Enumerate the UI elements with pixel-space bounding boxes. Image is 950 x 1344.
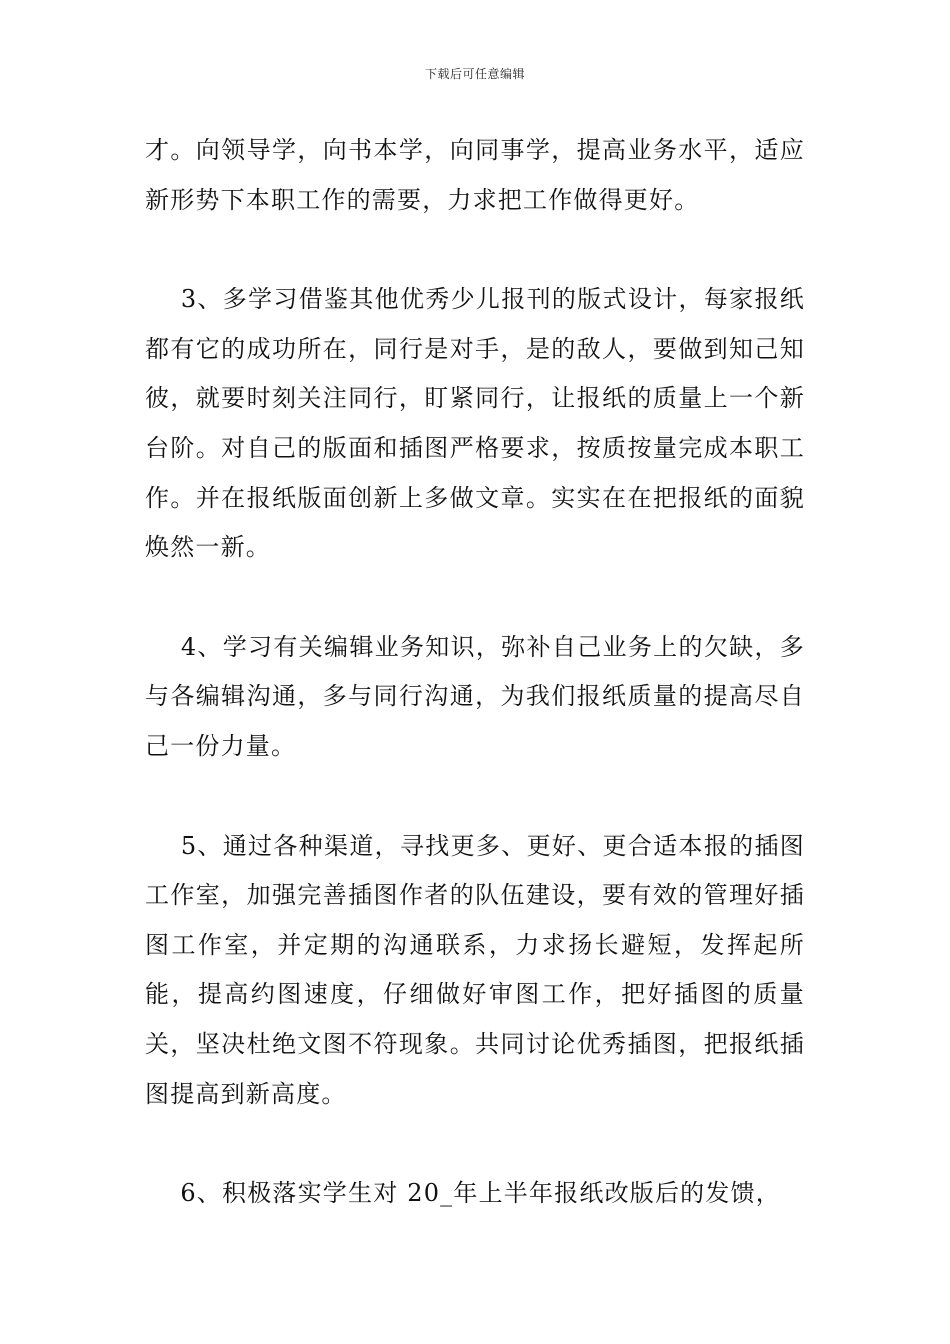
document-body (145, 126, 805, 1219)
paragraph-item-5: 5、通过各种渠道，寻找更多、更好、更合适本报的插图工作室，加强完善插图作者的队伍建设，要有效的管理好插图工作室，并定期的沟通联系，力求扬长避短，发挥起所能，提高约图速度，仔细做好审图工作，把好插图的质量关，坚决杜绝文图不符现象。共同讨论优秀插图，把报纸插图提高到新高度。 (145, 831, 805, 1108)
paragraph-item-3: 3、多学习借鉴其他优秀少儿报刊的版式设计，每家报纸都有它的成功所在，同行是对手，是的敌人，要做到知己知彼，就要时刻关注同行，盯紧同行，让报纸的质量上一个新台阶。对自己的版面和插图严格要求，按质按量完成本职工作。并在报纸版面创新上多做文章。实实在在把报纸的面貌焕然一新。 (145, 285, 805, 562)
paragraph-item-4: 4、学习有关编辑业务知识，弥补自己业务上的欠缺，多与各编辑沟通，多与同行沟通，为我们报纸质量的提高尽自己一份力量。 (145, 632, 805, 760)
paragraph-continuation: 才。向领导学，向书本学，向同事学，提高业务水平，适应新形势下本职工作的需要，力求把工作做得更好。 (145, 136, 805, 214)
page-header: 下载后可任意编辑 (424, 67, 525, 81)
paragraph-item-6: 6、积极落实学生对 20_年上半年报纸改版后的发馈， (145, 1179, 781, 1208)
